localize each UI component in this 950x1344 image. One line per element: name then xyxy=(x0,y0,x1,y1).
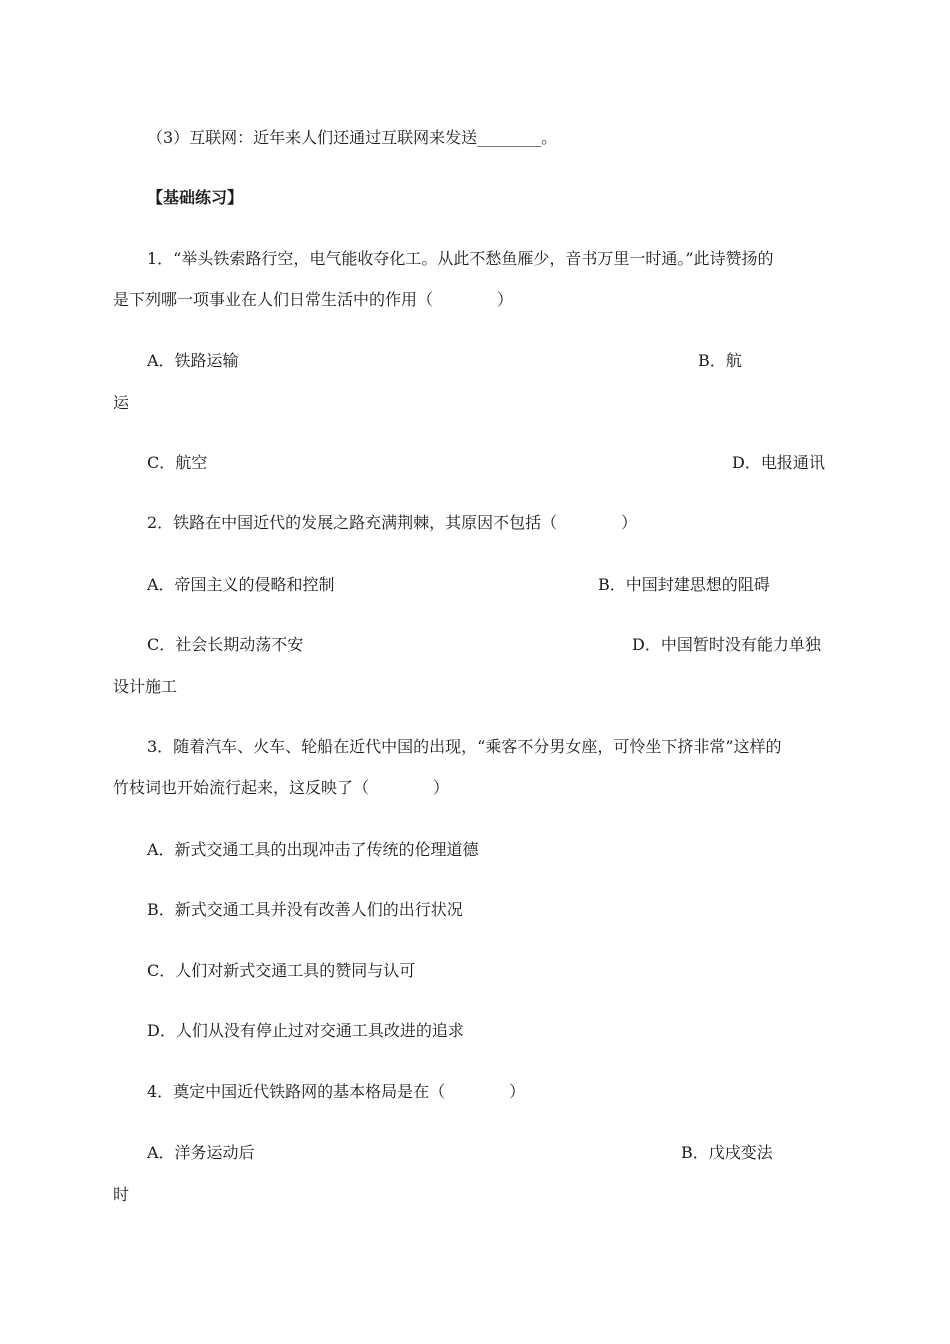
section-heading: 【基础练习】 xyxy=(147,188,244,207)
question-3-option-d: D．人们从没有停止过对交通工具改进的追求 xyxy=(147,1021,464,1040)
question-3-stem-line2: 竹枝词也开始流行起来，这反映了（ ） xyxy=(113,778,450,797)
question-2-option-c: C．社会长期动荡不安 xyxy=(147,635,304,654)
question-3-option-c: C．人们对新式交通工具的赞同与认可 xyxy=(147,961,416,980)
question-1-option-a: A．铁路运输 xyxy=(147,351,239,370)
question-1-stem-line1: 1．“举头铁索路行空，电气能收夺化工。从此不愁鱼雁少，音书万里一时通。”此诗赞扬的 xyxy=(147,249,774,268)
question-3-option-b: B．新式交通工具并没有改善人们的出行状况 xyxy=(147,900,463,919)
question-2-option-d: D．中国暂时没有能力单独 xyxy=(632,635,821,654)
question-4-option-a: A．洋务运动后 xyxy=(147,1143,255,1162)
question-1-option-b-wrap: 运 xyxy=(113,393,130,412)
question-4-option-b: B．戊戌变法 xyxy=(681,1143,773,1162)
question-3-option-a: A．新式交通工具的出现冲击了传统的伦理道德 xyxy=(147,840,479,859)
question-1-stem-line2: 是下列哪一项事业在人们日常生活中的作用（ ） xyxy=(113,290,514,309)
question-3-stem-line1: 3．随着汽车、火车、轮船在近代中国的出现，“乘客不分男女座，可怜坐下挤非常”这样的 xyxy=(147,737,782,756)
question-2-option-b: B．中国封建思想的阻碍 xyxy=(598,575,770,594)
question-2-option-d-wrap: 设计施工 xyxy=(113,677,178,696)
question-4-stem: 4．奠定中国近代铁路网的基本格局是在（ ） xyxy=(147,1082,526,1101)
question-2-stem: 2．铁路在中国近代的发展之路充满荆棘，其原因不包括（ ） xyxy=(147,513,638,532)
question-2-option-a: A．帝国主义的侵略和控制 xyxy=(147,575,335,594)
question-1-option-b: B．航 xyxy=(698,351,742,370)
question-4-option-b-wrap: 时 xyxy=(113,1185,130,1204)
intro-line: （3）互联网：近年来人们还通过互联网来发送________。 xyxy=(147,128,558,147)
question-1-option-c: C．航空 xyxy=(147,453,208,472)
question-1-option-d: D．电报通讯 xyxy=(732,453,825,472)
